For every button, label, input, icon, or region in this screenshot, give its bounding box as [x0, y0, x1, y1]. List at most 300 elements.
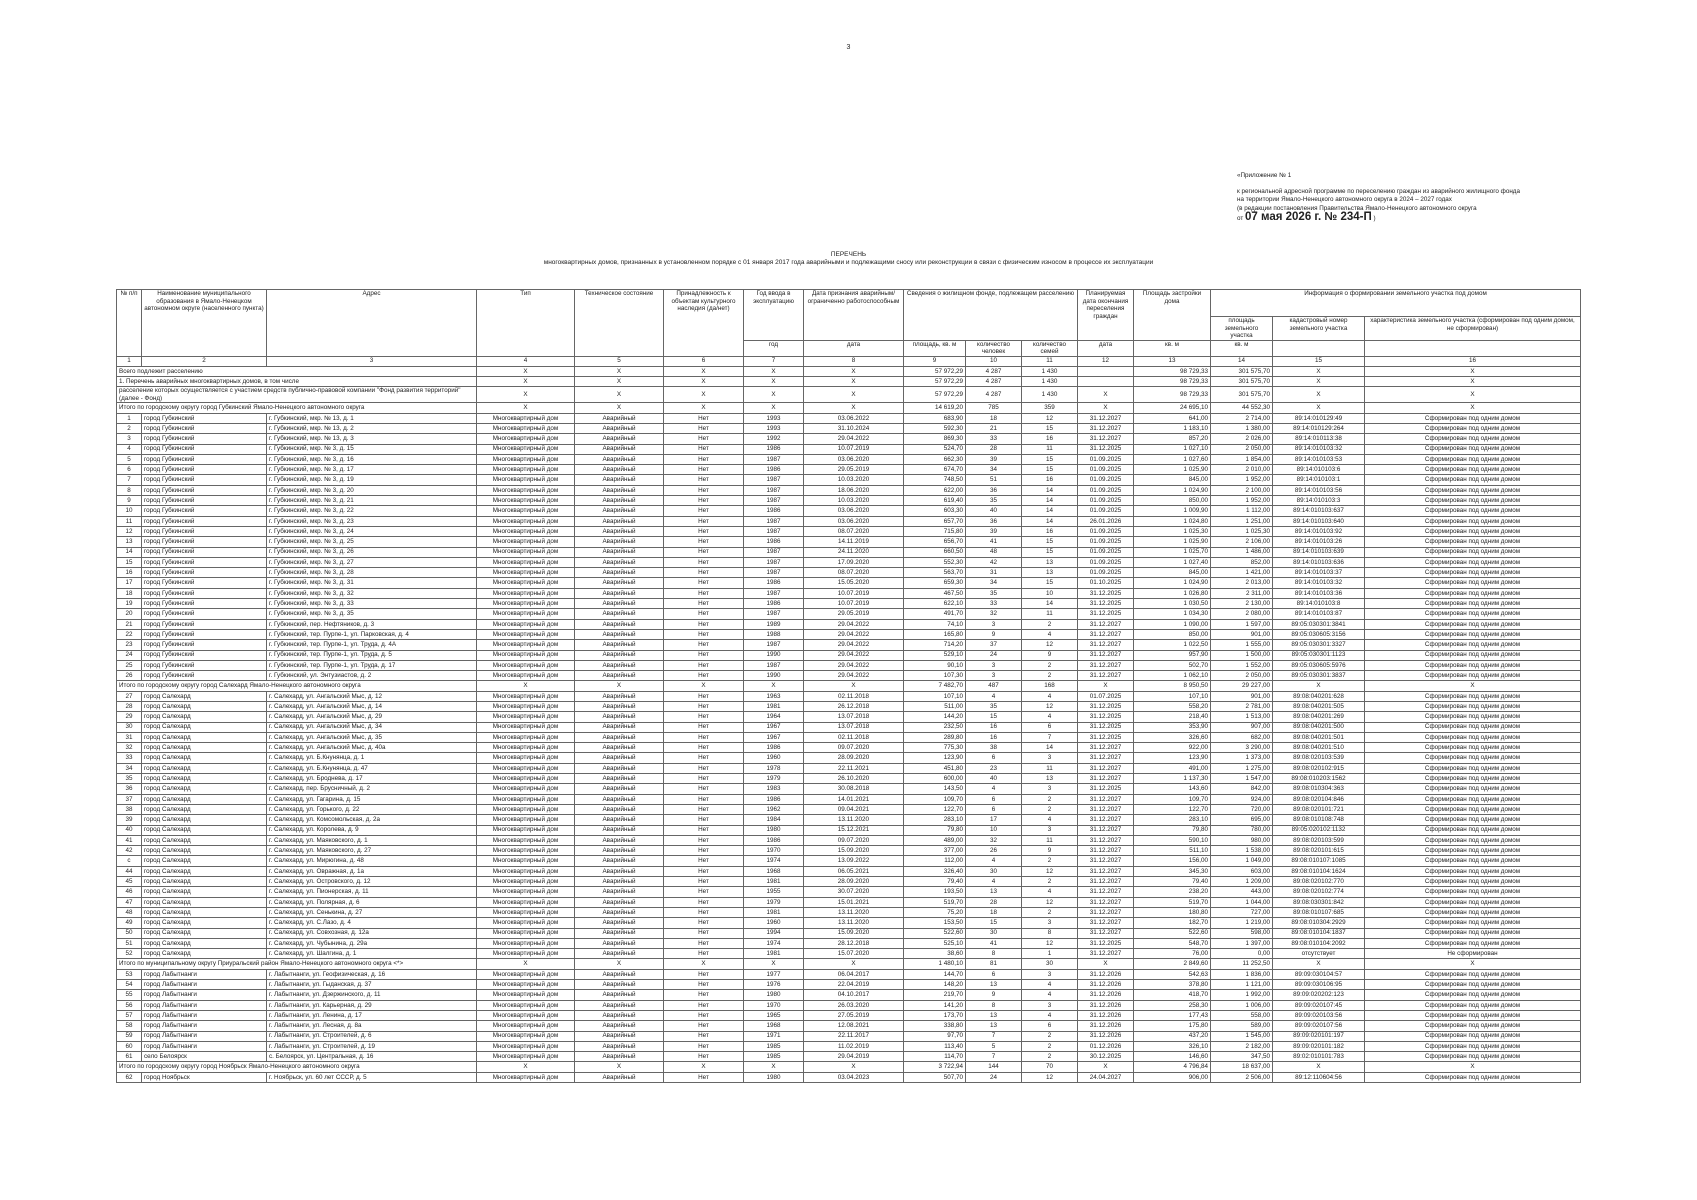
address-cell: г. Губкинский, мкр. № 13, д. 1: [267, 413, 477, 423]
type-cell: Многоквартирный дом: [477, 1052, 575, 1062]
heritage-cell: Нет: [664, 938, 744, 948]
row-number: 33: [117, 753, 142, 763]
building-area-cell: 1 024,90: [1134, 578, 1211, 588]
type-cell: Многоквартирный дом: [477, 465, 575, 475]
table-row: [117, 557, 1581, 567]
unit-date: дата: [804, 340, 904, 356]
families-cell: 15: [1022, 454, 1078, 464]
address-cell: г. Лабытнанги, ул. Строителей, д. 6: [267, 1031, 477, 1041]
year-cell: 1968: [744, 866, 804, 876]
families-cell: 13: [1022, 568, 1078, 578]
land-area-cell: 1 952,00: [1211, 496, 1273, 506]
cadastral-cell: 89:08:010203:1562: [1273, 774, 1365, 784]
summary-cell: 57 972,29: [904, 387, 966, 403]
table-row: [117, 856, 1581, 866]
settlement-cell: город Губкинский: [142, 557, 267, 567]
area-cell: 219,70: [904, 990, 966, 1000]
planned-date-cell: 31.12.2027: [1078, 763, 1134, 773]
cadastral-cell: 89:05:030605:3156: [1273, 629, 1365, 639]
summary-cell: X: [664, 403, 744, 413]
condition-cell: Аварийный: [575, 506, 664, 516]
people-cell: 38: [966, 743, 1022, 753]
building-area-cell: 558,20: [1134, 702, 1211, 712]
planned-date-cell: 31.12.2026: [1078, 980, 1134, 990]
planned-date-cell: 31.12.2026: [1078, 1000, 1134, 1010]
summary-cell: X: [1273, 377, 1365, 387]
heritage-cell: Нет: [664, 485, 744, 495]
year-cell: 1986: [744, 506, 804, 516]
area-cell: 123,90: [904, 753, 966, 763]
planned-date-cell: 24.04.2027: [1078, 1072, 1134, 1082]
cadastral-cell: 89:14:010103:36: [1273, 588, 1365, 598]
row-number: 15: [117, 557, 142, 567]
summary-cell: 168: [1022, 681, 1078, 691]
emergency-date-cell: 03.06.2020: [804, 506, 904, 516]
land-area-cell: 2 080,00: [1211, 609, 1273, 619]
people-cell: 6: [966, 794, 1022, 804]
building-area-cell: 502,70: [1134, 660, 1211, 670]
settlement-cell: город Салехард: [142, 877, 267, 887]
type-cell: Многоквартирный дом: [477, 1072, 575, 1082]
condition-cell: Аварийный: [575, 640, 664, 650]
cadastral-cell: 89:05:030301:3837: [1273, 671, 1365, 681]
emergency-date-cell: 27.05.2019: [804, 1010, 904, 1020]
families-cell: 14: [1022, 599, 1078, 609]
summary-cell: X: [664, 387, 744, 403]
cadastral-cell: 89:14:010129:49: [1273, 413, 1365, 423]
type-cell: Многоквартирный дом: [477, 897, 575, 907]
families-cell: 3: [1022, 918, 1078, 928]
year-cell: 1987: [744, 485, 804, 495]
year-cell: 1960: [744, 918, 804, 928]
address-cell: г. Салехард, ул. Овражная, д. 1а: [267, 866, 477, 876]
col-header-type: Тип: [477, 290, 575, 357]
people-cell: 4: [966, 691, 1022, 701]
emergency-date-cell: 17.09.2020: [804, 557, 904, 567]
building-area-cell: 283,10: [1134, 815, 1211, 825]
column-number: 6: [664, 356, 744, 366]
land-status-cell: Сформирован под одним домом: [1365, 1010, 1581, 1020]
area-cell: 109,70: [904, 794, 966, 804]
planned-date-cell: 31.12.2027: [1078, 877, 1134, 887]
families-cell: 1: [1022, 949, 1078, 959]
year-cell: 1987: [744, 496, 804, 506]
area-cell: 600,00: [904, 774, 966, 784]
row-number: 50: [117, 928, 142, 938]
families-cell: 9: [1022, 846, 1078, 856]
heritage-cell: Нет: [664, 897, 744, 907]
people-cell: 33: [966, 434, 1022, 444]
heritage-cell: Нет: [664, 969, 744, 979]
heritage-cell: Нет: [664, 650, 744, 660]
land-status-cell: Сформирован под одним домом: [1365, 1041, 1581, 1051]
land-area-cell: 598,00: [1211, 928, 1273, 938]
families-cell: 13: [1022, 557, 1078, 567]
building-area-cell: 258,30: [1134, 1000, 1211, 1010]
type-cell: Многоквартирный дом: [477, 496, 575, 506]
address-cell: г. Лабытнанги, ул. Карьерная, д. 29: [267, 1000, 477, 1010]
type-cell: Многоквартирный дом: [477, 866, 575, 876]
type-cell: Многоквартирный дом: [477, 990, 575, 1000]
area-cell: 75,20: [904, 907, 966, 917]
summary-cell: X: [1273, 403, 1365, 413]
land-area-cell: 1 421,00: [1211, 568, 1273, 578]
emergency-date-cell: 15.05.2020: [804, 578, 904, 588]
condition-cell: Аварийный: [575, 475, 664, 485]
year-cell: 1983: [744, 784, 804, 794]
document-subtitle: многоквартирных домов, признанных в установленном порядке с 01 января 2017 года аварийными и подлежащими сносу или реконструкции в связи с физическим износом в процессе их эксплуатации: [543, 259, 1154, 266]
table-row: [117, 547, 1581, 557]
row-number: 55: [117, 990, 142, 1000]
land-area-cell: 2 714,00: [1211, 413, 1273, 423]
condition-cell: Аварийный: [575, 1031, 664, 1041]
emergency-date-cell: 13.11.2020: [804, 907, 904, 917]
people-cell: 32: [966, 835, 1022, 845]
emergency-date-cell: 02.11.2018: [804, 732, 904, 742]
families-cell: 2: [1022, 660, 1078, 670]
condition-cell: Аварийный: [575, 434, 664, 444]
cadastral-cell: 89:08:010107:1085: [1273, 856, 1365, 866]
people-cell: 36: [966, 485, 1022, 495]
families-cell: 15: [1022, 578, 1078, 588]
column-number: 11: [1022, 356, 1078, 366]
row-number: 47: [117, 897, 142, 907]
emergency-date-cell: 18.06.2020: [804, 485, 904, 495]
condition-cell: Аварийный: [575, 557, 664, 567]
building-area-cell: 146,60: [1134, 1052, 1211, 1062]
emergency-date-cell: 03.04.2023: [804, 1072, 904, 1082]
appendix-line-4: [1237, 210, 1527, 223]
cadastral-cell: 89:08:020104:846: [1273, 794, 1365, 804]
building-area-cell: 107,10: [1134, 691, 1211, 701]
year-cell: 1985: [744, 1041, 804, 1051]
cadastral-cell: 89:09:020107:56: [1273, 1021, 1365, 1031]
settlement-cell: город Салехард: [142, 774, 267, 784]
cadastral-cell: 89:14:010103:636: [1273, 557, 1365, 567]
heritage-cell: Нет: [664, 877, 744, 887]
heritage-cell: Нет: [664, 454, 744, 464]
building-area-cell: 180,80: [1134, 907, 1211, 917]
building-area-cell: 1 024,90: [1134, 485, 1211, 495]
year-cell: 1974: [744, 856, 804, 866]
planned-date-cell: 31.12.2027: [1078, 928, 1134, 938]
cadastral-cell: 89:08:030301:842: [1273, 897, 1365, 907]
address-cell: г. Губкинский, мкр. № 3, д. 27: [267, 557, 477, 567]
unit-people: количество человек: [966, 340, 1022, 356]
planned-date-cell: 31.12.2027: [1078, 640, 1134, 650]
year-cell: 1979: [744, 897, 804, 907]
column-number: 4: [477, 356, 575, 366]
unit-land-sqm: кв. м: [1211, 340, 1273, 356]
families-cell: 4: [1022, 629, 1078, 639]
families-cell: 2: [1022, 1052, 1078, 1062]
area-cell: 173,70: [904, 1010, 966, 1020]
heritage-cell: Нет: [664, 1000, 744, 1010]
settlement-cell: город Лабытнанги: [142, 990, 267, 1000]
area-cell: 622,00: [904, 485, 966, 495]
land-status-cell: Сформирован под одним домом: [1365, 640, 1581, 650]
planned-date-cell: 31.12.2027: [1078, 887, 1134, 897]
row-number: 57: [117, 1010, 142, 1020]
people-cell: 8: [966, 1000, 1022, 1010]
people-cell: 4: [966, 784, 1022, 794]
settlement-cell: город Губкинский: [142, 465, 267, 475]
land-area-cell: 1 275,00: [1211, 763, 1273, 773]
people-cell: 28: [966, 897, 1022, 907]
families-cell: 2: [1022, 1041, 1078, 1051]
row-number: 3: [117, 434, 142, 444]
land-area-cell: 558,00: [1211, 1010, 1273, 1020]
row-number: 56: [117, 1000, 142, 1010]
building-area-cell: 922,00: [1134, 743, 1211, 753]
land-area-cell: 682,00: [1211, 732, 1273, 742]
table-row: [117, 763, 1581, 773]
condition-cell: Аварийный: [575, 671, 664, 681]
families-cell: 12: [1022, 897, 1078, 907]
area-cell: 775,30: [904, 743, 966, 753]
address-cell: г. Губкинский, тер. Пурпе-1, ул. Парковская, д. 4: [267, 629, 477, 639]
table-row: [117, 825, 1581, 835]
land-status-cell: Сформирован под одним домом: [1365, 444, 1581, 454]
people-cell: 41: [966, 938, 1022, 948]
year-cell: 1990: [744, 671, 804, 681]
building-area-cell: 491,00: [1134, 763, 1211, 773]
heritage-cell: Нет: [664, 784, 744, 794]
condition-cell: Аварийный: [575, 465, 664, 475]
row-number: 37: [117, 794, 142, 804]
table-row: [117, 671, 1581, 681]
area-cell: 563,70: [904, 568, 966, 578]
address-cell: г. Губкинский, тер. Пурпе-1, ул. Труда, д. 5: [267, 650, 477, 660]
cadastral-cell: 89:08:040201:628: [1273, 691, 1365, 701]
condition-cell: Аварийный: [575, 516, 664, 526]
land-area-cell: 1 538,00: [1211, 846, 1273, 856]
year-cell: 1980: [744, 990, 804, 1000]
row-number: 27: [117, 691, 142, 701]
families-cell: 12: [1022, 1072, 1078, 1082]
row-number: 51: [117, 938, 142, 948]
people-cell: 13: [966, 887, 1022, 897]
land-status-cell: Сформирован под одним домом: [1365, 907, 1581, 917]
planned-date-cell: 31.12.2025: [1078, 722, 1134, 732]
people-cell: 16: [966, 722, 1022, 732]
families-cell: 4: [1022, 887, 1078, 897]
address-cell: г. Губкинский, мкр. № 3, д. 31: [267, 578, 477, 588]
settlement-cell: город Салехард: [142, 846, 267, 856]
year-cell: 1978: [744, 763, 804, 773]
type-cell: Многоквартирный дом: [477, 794, 575, 804]
table-row: [117, 599, 1581, 609]
settlement-cell: город Губкинский: [142, 629, 267, 639]
emergency-date-cell: 03.06.2020: [804, 454, 904, 464]
area-cell: 489,00: [904, 835, 966, 845]
summary-cell: X: [1365, 681, 1581, 691]
building-area-cell: 1 027,60: [1134, 454, 1211, 464]
families-cell: 3: [1022, 825, 1078, 835]
area-cell: 603,30: [904, 506, 966, 516]
area-cell: 97,70: [904, 1031, 966, 1041]
families-cell: 16: [1022, 475, 1078, 485]
people-cell: 24: [966, 650, 1022, 660]
row-number: 42: [117, 846, 142, 856]
heritage-cell: Нет: [664, 846, 744, 856]
year-cell: 1986: [744, 794, 804, 804]
planned-date-cell: 31.12.2027: [1078, 835, 1134, 845]
land-status-cell: Сформирован под одним домом: [1365, 815, 1581, 825]
building-area-cell: 122,70: [1134, 804, 1211, 814]
cadastral-cell: 89:08:010104:1624: [1273, 866, 1365, 876]
address-cell: г. Салехард, ул. Шалгина, д. 1: [267, 949, 477, 959]
summary-cell: X: [575, 1062, 664, 1072]
area-cell: 289,80: [904, 732, 966, 742]
summary-cell: X: [664, 959, 744, 969]
summary-cell: 98 729,33: [1134, 377, 1211, 387]
families-cell: 10: [1022, 588, 1078, 598]
year-cell: 1970: [744, 1000, 804, 1010]
area-cell: 619,40: [904, 496, 966, 506]
building-area-cell: 1 027,10: [1134, 444, 1211, 454]
summary-cell: X: [477, 377, 575, 387]
summary-cell: 359: [1022, 403, 1078, 413]
summary-cell: 4 287: [966, 366, 1022, 376]
people-cell: 36: [966, 516, 1022, 526]
planned-date-cell: 31.12.2027: [1078, 629, 1134, 639]
families-cell: 6: [1022, 1021, 1078, 1031]
planned-date-cell: 31.12.2025: [1078, 609, 1134, 619]
year-cell: 1987: [744, 475, 804, 485]
people-cell: 24: [966, 1072, 1022, 1082]
summary-cell: X: [477, 387, 575, 403]
building-area-cell: 123,90: [1134, 753, 1211, 763]
row-number: 39: [117, 815, 142, 825]
land-area-cell: 1 025,30: [1211, 526, 1273, 536]
condition-cell: Аварийный: [575, 980, 664, 990]
summary-row: [117, 1062, 1581, 1072]
emergency-date-cell: 09.07.2020: [804, 743, 904, 753]
land-area-cell: 2 050,00: [1211, 444, 1273, 454]
column-number: 13: [1134, 356, 1211, 366]
col-header-year: Год ввода в эксплуатацию: [744, 290, 804, 341]
summary-cell: 24 695,10: [1134, 403, 1211, 413]
address-cell: г. Салехард, ул. Ангальский Мыс, д. 12: [267, 691, 477, 701]
land-status-cell: Сформирован под одним домом: [1365, 691, 1581, 701]
type-cell: Многоквартирный дом: [477, 763, 575, 773]
settlement-cell: город Салехард: [142, 897, 267, 907]
planned-date-cell: 31.12.2027: [1078, 434, 1134, 444]
land-area-cell: 1 545,00: [1211, 1031, 1273, 1041]
emergency-date-cell: 10.03.2020: [804, 475, 904, 485]
cadastral-cell: 89:14:010103:92: [1273, 526, 1365, 536]
people-cell: 35: [966, 588, 1022, 598]
area-cell: 715,80: [904, 526, 966, 536]
type-cell: Многоквартирный дом: [477, 475, 575, 485]
area-cell: 451,80: [904, 763, 966, 773]
families-cell: 16: [1022, 434, 1078, 444]
building-area-cell: 143,60: [1134, 784, 1211, 794]
land-area-cell: 2 050,00: [1211, 671, 1273, 681]
people-cell: 9: [966, 990, 1022, 1000]
row-number: 41: [117, 835, 142, 845]
year-cell: 1963: [744, 691, 804, 701]
condition-cell: Аварийный: [575, 1072, 664, 1082]
year-cell: 1992: [744, 434, 804, 444]
building-area-cell: 353,90: [1134, 722, 1211, 732]
planned-date-cell: 31.12.2026: [1078, 1031, 1134, 1041]
building-area-cell: 1 026,80: [1134, 588, 1211, 598]
summary-cell: 57 972,29: [904, 377, 966, 387]
column-number: 7: [744, 356, 804, 366]
row-number: 38: [117, 804, 142, 814]
land-status-cell: Сформирован под одним домом: [1365, 846, 1581, 856]
emergency-date-cell: 15.01.2021: [804, 897, 904, 907]
people-cell: 13: [966, 980, 1022, 990]
people-cell: 4: [966, 877, 1022, 887]
emergency-date-cell: 12.08.2021: [804, 1021, 904, 1031]
people-cell: 7: [966, 1031, 1022, 1041]
address-cell: г. Салехард, ул. Ангальский Мыс, д. 34: [267, 722, 477, 732]
heritage-cell: Нет: [664, 825, 744, 835]
year-cell: 1964: [744, 712, 804, 722]
summary-cell: X: [664, 366, 744, 376]
condition-cell: Аварийный: [575, 835, 664, 845]
type-cell: Многоквартирный дом: [477, 702, 575, 712]
area-cell: 38,60: [904, 949, 966, 959]
families-cell: 3: [1022, 784, 1078, 794]
row-number: 10: [117, 506, 142, 516]
type-cell: Многоквартирный дом: [477, 938, 575, 948]
condition-cell: Аварийный: [575, 753, 664, 763]
land-area-cell: 2 506,00: [1211, 1072, 1273, 1082]
address-cell: г. Лабытнанги, ул. Ленина, д. 17: [267, 1010, 477, 1020]
summary-row: [117, 387, 1581, 403]
year-cell: 1970: [744, 846, 804, 856]
land-status-cell: Сформирован под одним домом: [1365, 454, 1581, 464]
emergency-date-cell: 08.07.2020: [804, 526, 904, 536]
heritage-cell: Нет: [664, 866, 744, 876]
settlement-cell: город Салехард: [142, 763, 267, 773]
col-header-municipality: Наименование муниципального образования в Ямало-Ненецком автономном округе (населенного пункта): [142, 290, 267, 357]
people-cell: 13: [966, 1010, 1022, 1020]
building-area-cell: 850,00: [1134, 496, 1211, 506]
cadastral-cell: 89:14:010103:26: [1273, 537, 1365, 547]
row-number: 20: [117, 609, 142, 619]
year-cell: 1987: [744, 516, 804, 526]
address-cell: г. Губкинский, мкр. № 13, д. 3: [267, 434, 477, 444]
building-area-cell: 1 025,90: [1134, 465, 1211, 475]
year-cell: 1955: [744, 887, 804, 897]
table-row: [117, 475, 1581, 485]
land-status-cell: Сформирован под одним домом: [1365, 702, 1581, 712]
cadastral-cell: 89:05:030301:1123: [1273, 650, 1365, 660]
planned-date-cell: 31.12.2027: [1078, 743, 1134, 753]
settlement-cell: город Лабытнанги: [142, 1031, 267, 1041]
year-cell: 1981: [744, 877, 804, 887]
families-cell: 12: [1022, 413, 1078, 423]
families-cell: 3: [1022, 753, 1078, 763]
area-cell: 144,20: [904, 712, 966, 722]
year-cell: 1993: [744, 423, 804, 433]
condition-cell: Аварийный: [575, 1041, 664, 1051]
people-cell: 15: [966, 712, 1022, 722]
summary-cell: X: [1078, 681, 1134, 691]
condition-cell: Аварийный: [575, 496, 664, 506]
area-cell: 662,30: [904, 454, 966, 464]
cadastral-cell: 89:05:020102:1132: [1273, 825, 1365, 835]
emergency-date-cell: 31.10.2024: [804, 423, 904, 433]
planned-date-cell: 31.12.2027: [1078, 949, 1134, 959]
heritage-cell: Нет: [664, 671, 744, 681]
address-cell: г. Губкинский, мкр. № 3, д. 32: [267, 588, 477, 598]
